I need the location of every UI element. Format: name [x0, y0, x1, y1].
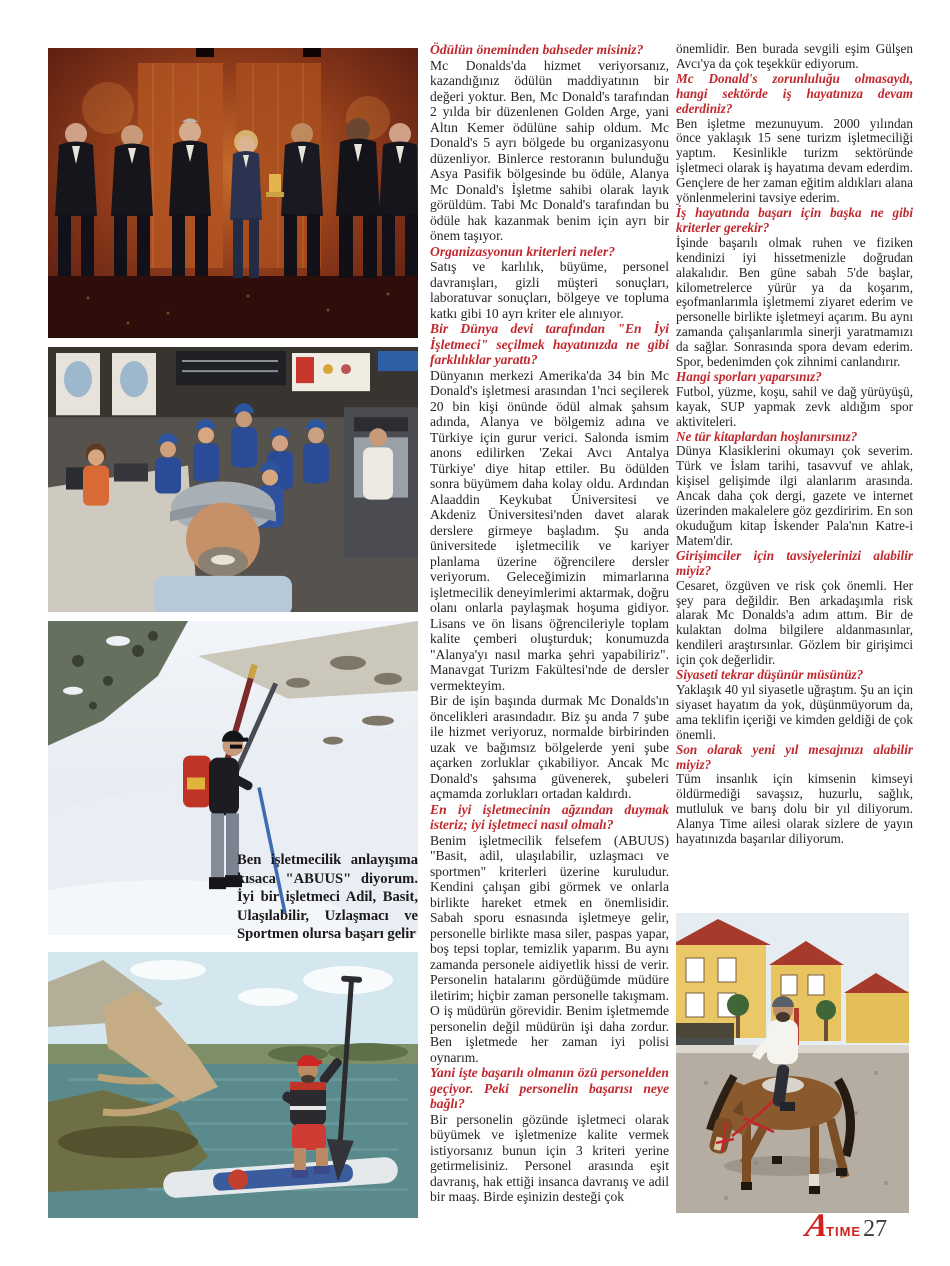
- page-footer: [802, 1208, 888, 1244]
- interview-question: Hangi sporları yaparsınız?: [676, 368, 822, 384]
- interview-answer: Bir de işin başında durmak Mc Donalds'ın öncelikleri arasındadır. Biz şu anda 7 şube ile hizmet veriyoruz, normalde birbirinden uzak ve bağımsız bölgelerde yeni şube açarken zorluklar çıkabiliyor. Ancak Mc Donald's şahsıma güvenerek, şubeleri açmamda zorlukları ortadan kaldırdı.: [430, 693, 669, 801]
- interview-answer: Ben işletme mezunuyum. 2000 yılından önce yaklaşık 15 sene turizm işletmeciliği yaptım. Kesinlikle turizm sektöründe işletmeci olarak iş hayatıma devam ederdim. Gençlere de her zaman eğitim aldıkları alana yönlenmelerini tavsiye ederim.: [676, 115, 913, 206]
- interview-question: Son olarak yeni yıl mesajınızı alabilir miyiz?: [676, 741, 913, 772]
- interview-question: En iyi işletmecinin ağzından duymak isteriz; iyi işletmeci nasıl olmalı?: [430, 801, 669, 832]
- interview-question: İş hayatında başarı için başka ne gibi kriterler gerekir?: [676, 204, 913, 235]
- interview-question: Girişimciler için tavsiyelerinizi alabilir miyiz?: [676, 547, 913, 578]
- restaurant-staff-image: [48, 347, 418, 612]
- interview-answer: Tüm insanlık için kimsenin kimseyi öldürmediği savaşsız, huzurlu, sağlık, mutluluk ve barış dolu bir yıl diliyorum. Alanya Time ailesi olarak sizlere de yayın hayatınızda başarılar diliyorum.: [676, 771, 913, 847]
- interview-answer: Yaklaşık 40 yıl siyasetle uğraştım. Şu an için siyaset hayatım da yok, düşünmüyorum da, ama teklifin içeriği ve kimden geldiği de çok önemli.: [676, 681, 913, 742]
- interview-answer: Satış ve karlılık, büyüme, personel davranışları, gizli müşteri sonuçları, laboratuvar sonuçları, bölgeye ve topluma katkı gibi 10 ayrı kriter ele alınıyor.: [430, 259, 669, 321]
- article-column-2: [676, 42, 913, 908]
- interview-question: Yani işte başarılı olmanın özü personelden geçiyor. Peki personelin başarısı neye bağlı?: [430, 1065, 669, 1111]
- interview-answer: Benim işletmecilik felsefem (ABUUS) "Basit, adil, ulaşılabilir, uzlaşmacı ve sportmen" kriterleri üzerine kuruludur. Kendini çalışan gibi görmek ve onlarla birlikte hareket etmek en önemlisidir. Sabah sporu esnasında işletmeye gelir, personelle birlikte masa siler, paspas yapar, boş tepsi toplar, temizlik yaparım. Bu aynı zamanda personele aidiyetlik hissi de verir. Personelin hatalarını gördüğümde müdüre iletirim; hiçbir zaman personelle takışmam. O iş müdürün görevidir. Benim işletmemde personelin değil müdürün işi daha zordur. Ben işletmede her zaman iyi polisi oynarım.: [430, 832, 669, 1065]
- award-ceremony-image: [48, 48, 418, 338]
- interview-question: Ödülün öneminden bahseder misiniz?: [430, 42, 644, 57]
- interview-answer: Futbol, yüzme, koşu, sahil ve dağ yürüyüşü, kayak, SUP yapmak zevk aldığım spor aktiviteleri.: [676, 383, 913, 429]
- interview-answer: Dünya Klasiklerini okumayı çok severim. Türk ve İslam tarihi, tasavvuf ve ahlak, kişisel gelişimde ilgi alanlarım arasında. Ancak daha çok dergi, gazete ve internet üzerinden makalelere göz gezdiririm. En son okuduğum kitap İskender Pala'nın Katre-i Matem'dir.: [676, 443, 913, 548]
- interview-answer: Dünyanın merkezi Amerika'da 34 bin Mc Donald's işletmesi arasından 1'nci seçilerek 20 bin kişi önünde ödül almak şahsım adında, Alanya ve bölgemiz adına ve Türkiye için gurur verici. Salonda ismim anons edilirken 'Zekai Avcı Antalya Türkiye' diye hitap ettiler. Bu ödülden sonra büyümem daha kolay oldu. Ardından Alaaddin Keykubat Üniversitesi ve Akdeniz Üniversitesi'nden davet alarak derslere girmeye başladım. Şu anda üniversitede işletmecilik ve kariyer planlama üzerine öğrencilere dersler veriyorum. Geleceğimizin mimarlarına işletmecilik deneyimlerimi aktarmak, doğru olanı onlarla paylaşmak hoşuma gidiyor. Lisans ve ön lisans öğrencileriyle toplam kalite çemberi oluşturduk; konumuzda "Alanya'yı nasıl marka şehri yapabiliriz". Manavgat Turizm Fakültesi'nde de dersler vermekteyim.: [430, 367, 669, 693]
- interview-answer: Cesaret, özgüven ve risk çok önemli. Her şey para değildir. Ben arkadaşımla risk alarak Mc Donalds'a adım attım. Bir de kulaktan dolma bilgilere aldanmasınlar, kendileri araştırsınlar. Gözlem bir girişimci için çok değerlidir.: [676, 577, 913, 668]
- interview-answer: Mc Donalds'da hizmet veriyorsanız, kazandığınız ödülün maddiyatının bir değeri yoktur. Ben, Mc Donald's tarafından 2 yılda bir düzenlenen Golden Arge, yani Altın Kemer ödülüne sahip oldum. Mc Donald's 5 ayrı bölgede bu organizasyonu düzenliyor. Binlerce restoranın bulunduğu Asya Pasifik bölgesinde bu ödüle, Alanya Mc Donald's İşletme sahibi olarak layık görüldüm. Tabi Mc Donald's tarafından bu ödüle hak kazanmak benim için ayrı bir önem taşıyor.: [430, 57, 669, 243]
- photo-award-ceremony: [48, 48, 418, 338]
- interview-answer: İşinde başarılı olmak ruhen ve fiziken kendinizi iyi hissetmenizle doğrudan alakalıdır. Ben güne sabah 5'de başlar, kilometrelerce yürür ya da koşarım, eşofmanlarımla işletmemi ziyaret ederim ve personelle birlikte işletmeyi açarım. Bu aynı zamanda çalışanlarımla sinerji yaratmamızı da sağlar. Sonrasında spora devam ederim. Spor, bedenimden çok zihnimi canlandırır.: [676, 234, 913, 370]
- photo-horse-riding: [676, 913, 909, 1213]
- interview-question: Siyaseti tekrar düşünür müsünüz?: [676, 667, 864, 683]
- pull-quote: Ben işletmecilik anlayışıma kısaca "ABUUS" diyorum. İyi bir işletmeci Adil, Basit, Ulaşılabilir, Uzlaşmacı ve Sportmen olursa başarı gelir: [237, 852, 418, 943]
- interview-question: Mc Donald's zorunluluğu olmasaydı, hangi sektörde iş hayatınıza devam ederdiniz?: [676, 70, 913, 116]
- interview-answer: Bir personelin gözünde işletmeci olarak büyümek ve işletmenize kalite vermek istiyorsanız bunun için 3 kriteri yerine getirmelisiniz. Personel arasında eşit davranış, hak ettiği insanca davranış ve adil bir maaş. Birde eşinizin desteği çok: [430, 1111, 669, 1204]
- interview-question: Bir Dünya devi tarafından "En İyi İşletmeci" seçilmek hayatınızda ne gibi farklılıklar yarattı?: [430, 321, 669, 367]
- interview-answer: önemlidir. Ben burada sevgili eşim Gülşen Avcı'ya da çok teşekkür ediyorum.: [676, 42, 913, 71]
- photo-restaurant-staff: [48, 347, 418, 612]
- sup-lake-image: [48, 952, 418, 1218]
- magazine-logo-text: TIME: [826, 1224, 862, 1239]
- page-number: 27: [863, 1216, 888, 1242]
- article-column-1: [430, 42, 669, 1266]
- photo-sup-lake: [48, 952, 418, 1218]
- interview-question: Ne tür kitaplardan hoşlanırsınız?: [676, 428, 858, 444]
- horse-riding-image: [676, 913, 909, 1213]
- magazine-logo-a: A: [802, 1208, 832, 1244]
- interview-question: Organizasyonun kriterleri neler?: [430, 243, 616, 259]
